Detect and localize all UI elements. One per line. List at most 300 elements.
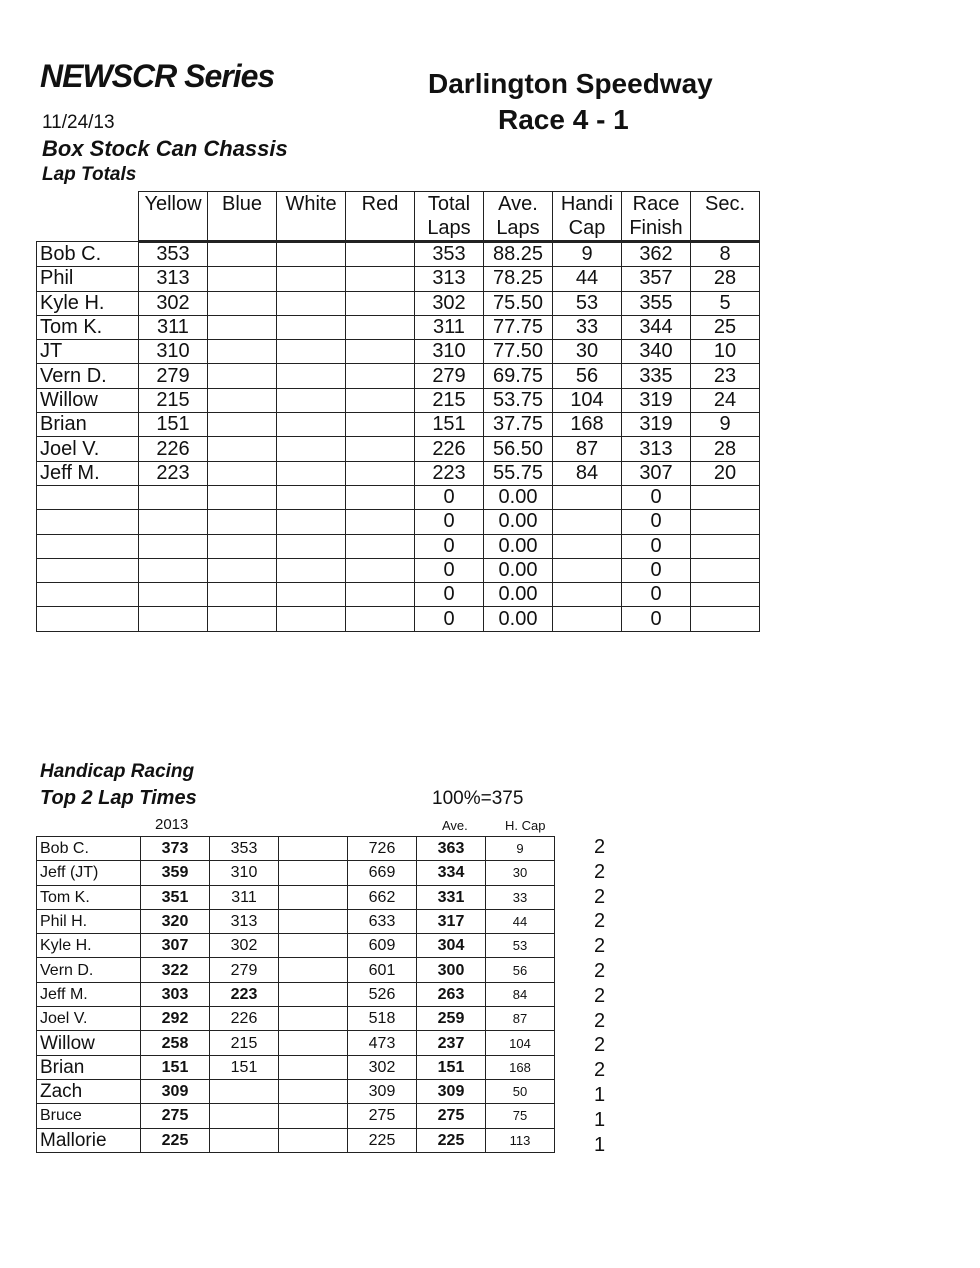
column-header (139, 192, 208, 242)
table-row (37, 413, 760, 437)
table-cell: 344 (622, 315, 691, 339)
percent-label: 100%=375 (432, 788, 524, 809)
table-cell: 225 (417, 1128, 486, 1152)
table-cell (208, 267, 277, 291)
table-row (37, 1104, 555, 1128)
table-cell: 215 (139, 388, 208, 412)
table-cell (208, 388, 277, 412)
column-header-line1: Blue (221, 193, 263, 215)
table-cell (139, 583, 208, 607)
table-cell: 55.75 (484, 461, 553, 485)
table-cell: 279 (415, 364, 484, 388)
table-cell: 0.00 (484, 607, 553, 631)
table-cell: 526 (348, 982, 417, 1006)
table-cell (210, 1104, 279, 1128)
table-cell: 0.00 (484, 558, 553, 582)
column-header (622, 192, 691, 242)
column-header-line1: Total (427, 193, 471, 215)
table-cell (346, 242, 415, 267)
column-header-line1: White (285, 193, 337, 215)
table-cell: 726 (348, 837, 417, 861)
table-cell (279, 982, 348, 1006)
driver-name: Phil (37, 267, 139, 291)
table-cell: 0 (622, 485, 691, 509)
table-cell (210, 1079, 279, 1103)
table-cell (346, 510, 415, 534)
table-row (37, 607, 760, 631)
table-cell (277, 534, 346, 558)
table-cell (691, 534, 760, 558)
table-cell (208, 485, 277, 509)
table-row (37, 267, 760, 291)
driver-name: Zach (37, 1079, 141, 1103)
table-cell: 28 (691, 267, 760, 291)
race-number: Race 4 - 1 (498, 104, 629, 135)
table-cell: 340 (622, 340, 691, 364)
table-cell: 77.50 (484, 340, 553, 364)
handicap-title: Handicap Racing (40, 761, 195, 782)
lap-times-title: Top 2 Lap Times (40, 787, 197, 809)
table-cell: 309 (417, 1079, 486, 1103)
table-cell: 8 (691, 242, 760, 267)
table-cell: 309 (141, 1079, 210, 1103)
table-row (37, 1007, 555, 1031)
table-cell: 226 (210, 1007, 279, 1031)
table-cell (208, 291, 277, 315)
table-cell (277, 388, 346, 412)
table-cell (346, 364, 415, 388)
table-cell: 75 (486, 1104, 555, 1128)
driver-name: Bob C. (37, 837, 141, 861)
table-cell (208, 413, 277, 437)
table-cell: 0 (622, 583, 691, 607)
table-cell (279, 934, 348, 958)
table-cell: 279 (210, 958, 279, 982)
table-cell (691, 510, 760, 534)
table-cell: 0.00 (484, 534, 553, 558)
column-header-line2: Cap (568, 217, 606, 239)
table-cell: 300 (417, 958, 486, 982)
table-row (37, 583, 760, 607)
class-name: Box Stock Can Chassis (42, 136, 288, 161)
race-count: 2 (594, 1034, 606, 1057)
table-cell (208, 461, 277, 485)
table-cell (553, 534, 622, 558)
table-row (37, 861, 555, 885)
table-cell: 23 (691, 364, 760, 388)
table-row (37, 437, 760, 461)
driver-name: Brian (37, 413, 139, 437)
table-cell (279, 1007, 348, 1031)
table-cell: 84 (486, 982, 555, 1006)
table-cell: 223 (210, 982, 279, 1006)
column-header (553, 192, 622, 242)
driver-name: Tom K. (37, 885, 141, 909)
table-cell (279, 837, 348, 861)
table-cell: 351 (141, 885, 210, 909)
race-count: 2 (594, 960, 606, 982)
table-row (37, 534, 760, 558)
table-cell (210, 1128, 279, 1152)
table-row (37, 885, 555, 909)
table-cell: 226 (415, 437, 484, 461)
table-cell: 87 (553, 437, 622, 461)
track-name: Darlington Speedway (428, 68, 713, 99)
table-cell (277, 413, 346, 437)
table-cell: 362 (622, 242, 691, 267)
table-cell (208, 607, 277, 631)
table-cell: 307 (141, 934, 210, 958)
table-cell: 30 (486, 861, 555, 885)
table-cell: 53 (553, 291, 622, 315)
driver-name: Vern D. (37, 958, 141, 982)
table-cell: 275 (348, 1104, 417, 1128)
table-cell: 302 (348, 1055, 417, 1079)
driver-name: Bob C. (37, 242, 139, 267)
table-cell (277, 510, 346, 534)
table-cell (346, 291, 415, 315)
table-cell: 78.25 (484, 267, 553, 291)
table-cell: 310 (139, 340, 208, 364)
table-cell: 310 (415, 340, 484, 364)
driver-name (37, 534, 139, 558)
table-cell: 258 (141, 1031, 210, 1055)
column-header-line2: Laps (427, 217, 471, 239)
table-row (37, 1031, 555, 1055)
table-cell (279, 1079, 348, 1103)
column-header-line1: Handi (560, 193, 614, 215)
table-cell (553, 583, 622, 607)
table-cell: 151 (210, 1055, 279, 1079)
column-header-line1: Ave. (498, 193, 538, 215)
table-cell (346, 315, 415, 339)
table-cell (346, 534, 415, 558)
table-cell: 373 (141, 837, 210, 861)
table-cell: 311 (415, 315, 484, 339)
race-count: 2 (594, 910, 606, 933)
driver-name: Jeff M. (37, 461, 139, 485)
driver-name (37, 583, 139, 607)
table-cell (277, 267, 346, 291)
driver-name: Bruce (37, 1104, 141, 1128)
table-cell: 104 (553, 388, 622, 412)
table-row (37, 1055, 555, 1079)
table-cell (208, 315, 277, 339)
table-cell: 355 (622, 291, 691, 315)
column-header-line1: Sec. (704, 193, 746, 215)
table-cell (139, 485, 208, 509)
table-cell (346, 340, 415, 364)
table-cell: 10 (691, 340, 760, 364)
driver-name: Joel V. (37, 1007, 141, 1031)
table-cell: 633 (348, 909, 417, 933)
table-cell (277, 583, 346, 607)
table-cell: 151 (141, 1055, 210, 1079)
driver-name: Phil H. (37, 909, 141, 933)
table-cell: 331 (417, 885, 486, 909)
table-cell (277, 437, 346, 461)
table-cell: 319 (622, 388, 691, 412)
table-cell: 0.00 (484, 583, 553, 607)
race-count: 2 (594, 935, 606, 958)
driver-name: Kyle H. (37, 291, 139, 315)
table-cell: 353 (210, 837, 279, 861)
table-cell: 30 (553, 340, 622, 364)
table-cell: 609 (348, 934, 417, 958)
table-cell (279, 958, 348, 982)
table-cell (346, 388, 415, 412)
table-row (37, 461, 760, 485)
table-cell: 84 (553, 461, 622, 485)
race-date: 11/24/13 (42, 112, 115, 133)
table-cell (139, 510, 208, 534)
table-cell (346, 607, 415, 631)
table-row (37, 315, 760, 339)
table-row (37, 388, 760, 412)
table-cell: 5 (691, 291, 760, 315)
table-cell (346, 267, 415, 291)
table-cell: 44 (553, 267, 622, 291)
table-cell: 309 (348, 1079, 417, 1103)
table-cell (277, 242, 346, 267)
table-cell: 0 (415, 485, 484, 509)
section-title: Lap Totals (42, 164, 137, 185)
driver-name (37, 558, 139, 582)
table-cell: 215 (210, 1031, 279, 1055)
table-cell: 53 (486, 934, 555, 958)
table-cell: 50 (486, 1079, 555, 1103)
table-cell: 313 (415, 267, 484, 291)
table-cell: 215 (415, 388, 484, 412)
table-cell: 518 (348, 1007, 417, 1031)
table-cell: 353 (139, 242, 208, 267)
table-cell (553, 558, 622, 582)
table-cell: 322 (141, 958, 210, 982)
race-count: 2 (594, 836, 606, 858)
column-header-line1: Red (361, 193, 399, 215)
table-cell (279, 1055, 348, 1079)
column-header-line1: Race (632, 193, 680, 215)
driver-name (37, 607, 139, 631)
table-cell: 53.75 (484, 388, 553, 412)
table-cell: 225 (141, 1128, 210, 1152)
table-cell: 0.00 (484, 485, 553, 509)
table-cell: 33 (553, 315, 622, 339)
table-cell (208, 437, 277, 461)
table-cell: 313 (139, 267, 208, 291)
table-cell (346, 413, 415, 437)
table-cell: 669 (348, 861, 417, 885)
table-cell (279, 861, 348, 885)
table-cell (553, 485, 622, 509)
table-cell: 223 (139, 461, 208, 485)
race-count: 1 (594, 1084, 606, 1106)
table-row (37, 242, 760, 267)
table-cell: 307 (622, 461, 691, 485)
table-cell: 275 (417, 1104, 486, 1128)
table-row (37, 934, 555, 958)
table-cell: 151 (415, 413, 484, 437)
table-cell: 56 (553, 364, 622, 388)
column-header-line2: Laps (496, 217, 540, 239)
ave-label: Ave. (442, 818, 468, 833)
column-header (691, 192, 760, 242)
table-cell: 359 (141, 861, 210, 885)
table-cell (346, 461, 415, 485)
table-cell: 0 (415, 583, 484, 607)
table-cell: 237 (417, 1031, 486, 1055)
table-cell (346, 437, 415, 461)
table-cell: 56.50 (484, 437, 553, 461)
table-row (37, 837, 555, 861)
race-count: 1 (594, 1133, 606, 1156)
table-row (37, 364, 760, 388)
driver-name: Brian (37, 1055, 141, 1079)
driver-name (37, 510, 139, 534)
table-cell: 0 (622, 607, 691, 631)
driver-name: Tom K. (37, 315, 139, 339)
column-header-line2: Finish (629, 217, 683, 239)
driver-name: Willow (37, 388, 139, 412)
table-cell (346, 485, 415, 509)
table-cell: 357 (622, 267, 691, 291)
table-cell: 0.00 (484, 510, 553, 534)
lap-totals-table (36, 191, 760, 632)
table-cell: 0 (622, 510, 691, 534)
table-cell: 223 (415, 461, 484, 485)
table-cell: 335 (622, 364, 691, 388)
table-cell (277, 291, 346, 315)
header-blank (37, 192, 139, 242)
table-cell (277, 364, 346, 388)
column-header (277, 192, 346, 242)
table-cell: 334 (417, 861, 486, 885)
table-cell: 313 (210, 909, 279, 933)
driver-name: Joel V. (37, 437, 139, 461)
table-cell: 0 (415, 558, 484, 582)
table-cell: 44 (486, 909, 555, 933)
table-cell: 313 (622, 437, 691, 461)
race-count: 2 (594, 984, 606, 1007)
driver-name: Vern D. (37, 364, 139, 388)
handicap-table (36, 836, 555, 1153)
table-cell: 225 (348, 1128, 417, 1152)
table-cell (279, 909, 348, 933)
table-cell: 104 (486, 1031, 555, 1055)
table-cell: 473 (348, 1031, 417, 1055)
hcap-label: H. Cap (505, 818, 546, 833)
column-header (484, 192, 553, 242)
table-cell (277, 485, 346, 509)
column-header (208, 192, 277, 242)
table-row (37, 340, 760, 364)
table-cell: 310 (210, 861, 279, 885)
table-cell: 303 (141, 982, 210, 1006)
table-cell: 151 (139, 413, 208, 437)
table-cell: 363 (417, 837, 486, 861)
table-cell (691, 485, 760, 509)
table-cell (346, 583, 415, 607)
race-count: 2 (594, 860, 606, 883)
table-cell (279, 1128, 348, 1152)
table-cell: 9 (553, 242, 622, 267)
race-count: 1 (594, 1108, 606, 1131)
driver-name: Jeff M. (37, 982, 141, 1006)
table-row (37, 1128, 555, 1152)
table-cell (208, 558, 277, 582)
table-cell: 302 (415, 291, 484, 315)
table-cell: 311 (210, 885, 279, 909)
table-cell: 319 (622, 413, 691, 437)
table-row (37, 982, 555, 1006)
column-header-line1: Yellow (144, 193, 202, 215)
table-cell: 662 (348, 885, 417, 909)
table-cell: 87 (486, 1007, 555, 1031)
table-cell: 226 (139, 437, 208, 461)
table-cell: 0 (415, 534, 484, 558)
table-cell (346, 558, 415, 582)
table-cell (691, 607, 760, 631)
table-cell: 20 (691, 461, 760, 485)
table-cell (277, 340, 346, 364)
table-cell: 353 (415, 242, 484, 267)
table-cell: 0 (622, 534, 691, 558)
race-count: 2 (594, 885, 606, 908)
driver-name: Mallorie (37, 1128, 141, 1152)
table-cell: 69.75 (484, 364, 553, 388)
table-cell (139, 558, 208, 582)
table-cell (208, 364, 277, 388)
table-row (37, 958, 555, 982)
table-cell: 304 (417, 934, 486, 958)
table-cell: 28 (691, 437, 760, 461)
race-count: 2 (594, 1059, 606, 1082)
table-row (37, 909, 555, 933)
series-title: NEWSCR Series (40, 58, 275, 94)
table-row (37, 291, 760, 315)
table-cell: 75.50 (484, 291, 553, 315)
table-cell (277, 461, 346, 485)
table-cell: 263 (417, 982, 486, 1006)
table-cell: 9 (486, 837, 555, 861)
table-cell: 0 (415, 607, 484, 631)
driver-name: JT (37, 340, 139, 364)
table-cell: 0 (415, 510, 484, 534)
table-cell: 37.75 (484, 413, 553, 437)
table-cell (691, 583, 760, 607)
driver-name (37, 485, 139, 509)
column-header (346, 192, 415, 242)
race-count: 2 (594, 1009, 606, 1032)
table-cell (208, 340, 277, 364)
table-row (37, 1079, 555, 1103)
table-cell: 601 (348, 958, 417, 982)
table-cell (279, 1104, 348, 1128)
table-row (37, 510, 760, 534)
table-cell: 56 (486, 958, 555, 982)
table-cell (139, 534, 208, 558)
driver-name: Kyle H. (37, 934, 141, 958)
table-cell: 24 (691, 388, 760, 412)
table-cell: 77.75 (484, 315, 553, 339)
table-cell (691, 558, 760, 582)
table-cell: 9 (691, 413, 760, 437)
driver-name: Willow (37, 1031, 141, 1055)
driver-name: Jeff (JT) (37, 861, 141, 885)
table-cell: 259 (417, 1007, 486, 1031)
table-cell: 279 (139, 364, 208, 388)
table-cell: 25 (691, 315, 760, 339)
